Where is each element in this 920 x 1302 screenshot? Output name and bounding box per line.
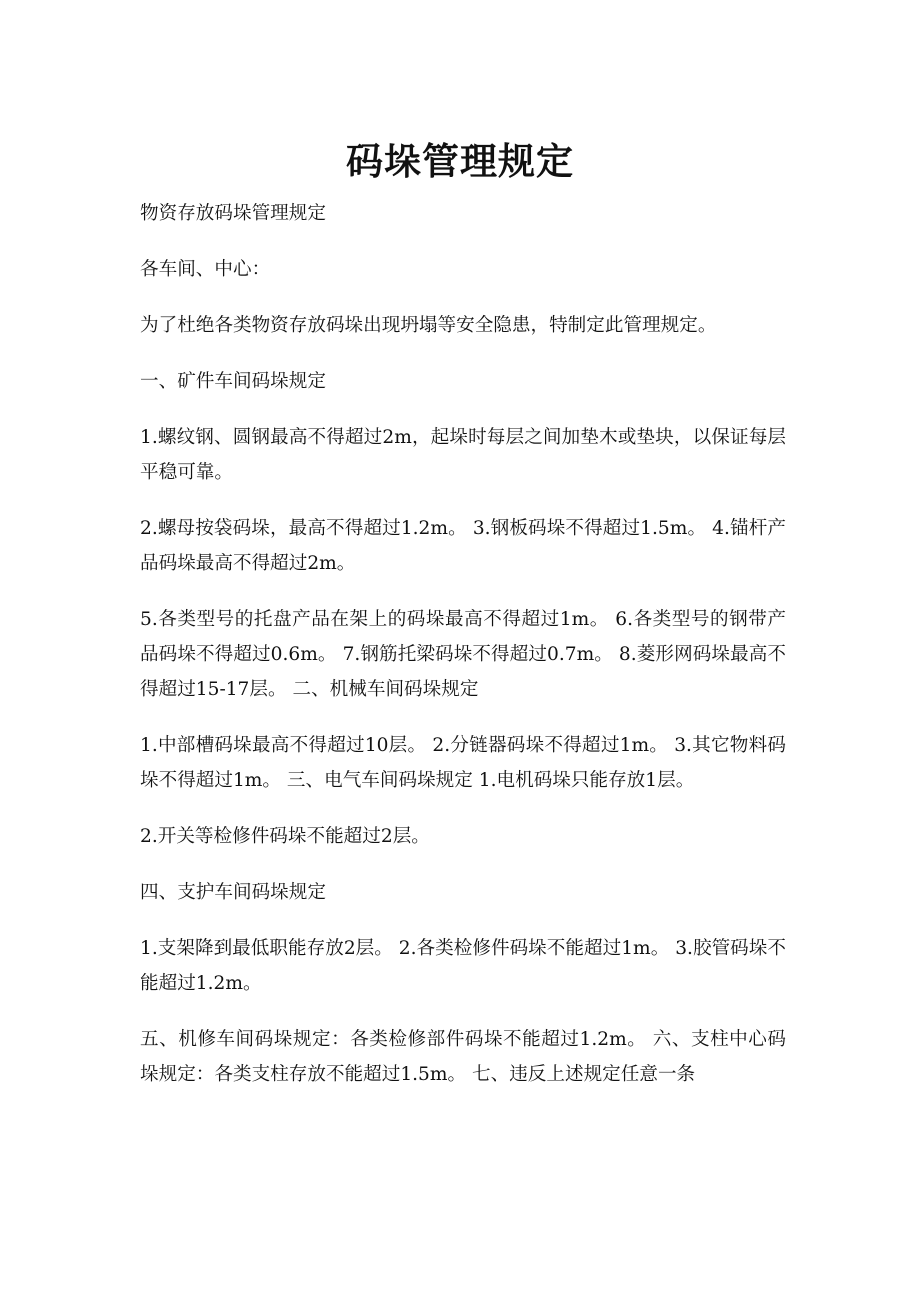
paragraph: 1.螺纹钢、圆钢最高不得超过2m，起垛时每层之间加垫木或垫块，以保证每层平稳可靠。 — [140, 427, 786, 483]
paragraph: 1.中部槽码垛最高不得超过10层。 2.分链器码垛不得超过1m。 3.其它物料码垛不得超过1m。 三、电气车间码垛规定 1.电机码垛只能存放1层。 — [140, 735, 786, 791]
paragraph: 各车间、中心： — [140, 259, 271, 280]
paragraph: 2.开关等检修件码垛不能超过2层。 — [140, 826, 430, 847]
paragraph: 五、机修车间码垛规定：各类检修部件码垛不能超过1.2m。 六、支柱中心码垛规定：各类支柱存放不能超过1.5m。 七、违反上述规定任意一条 — [140, 1029, 786, 1085]
document-title: 码垛管理规定 — [346, 138, 574, 183]
paragraph: 2.螺母按袋码垛，最高不得超过1.2m。 3.钢板码垛不得超过1.5m。 4.锚杆产品码垛最高不得超过2m。 — [140, 518, 786, 574]
section-heading: 四、支护车间码垛规定 — [140, 882, 326, 903]
paragraph: 1.支架降到最低职能存放2层。 2.各类检修件码垛不能超过1m。 3.胶管码垛不能超过1.2m。 — [140, 938, 786, 994]
paragraph: 物资存放码垛管理规定 — [140, 203, 326, 224]
section-heading: 一、矿件车间码垛规定 — [140, 371, 326, 392]
document-body — [140, 196, 786, 1113]
paragraph: 5.各类型号的托盘产品在架上的码垛最高不得超过1m。 6.各类型号的钢带产品码垛不得超过0.6m。 7.钢筋托梁码垛不得超过0.7m。 8.菱形网码垛最高不得超过15-17层。 二、机械车间码垛规定 — [140, 609, 786, 700]
paragraph: 为了杜绝各类物资存放码垛出现坍塌等安全隐患，特制定此管理规定。 — [140, 315, 717, 336]
